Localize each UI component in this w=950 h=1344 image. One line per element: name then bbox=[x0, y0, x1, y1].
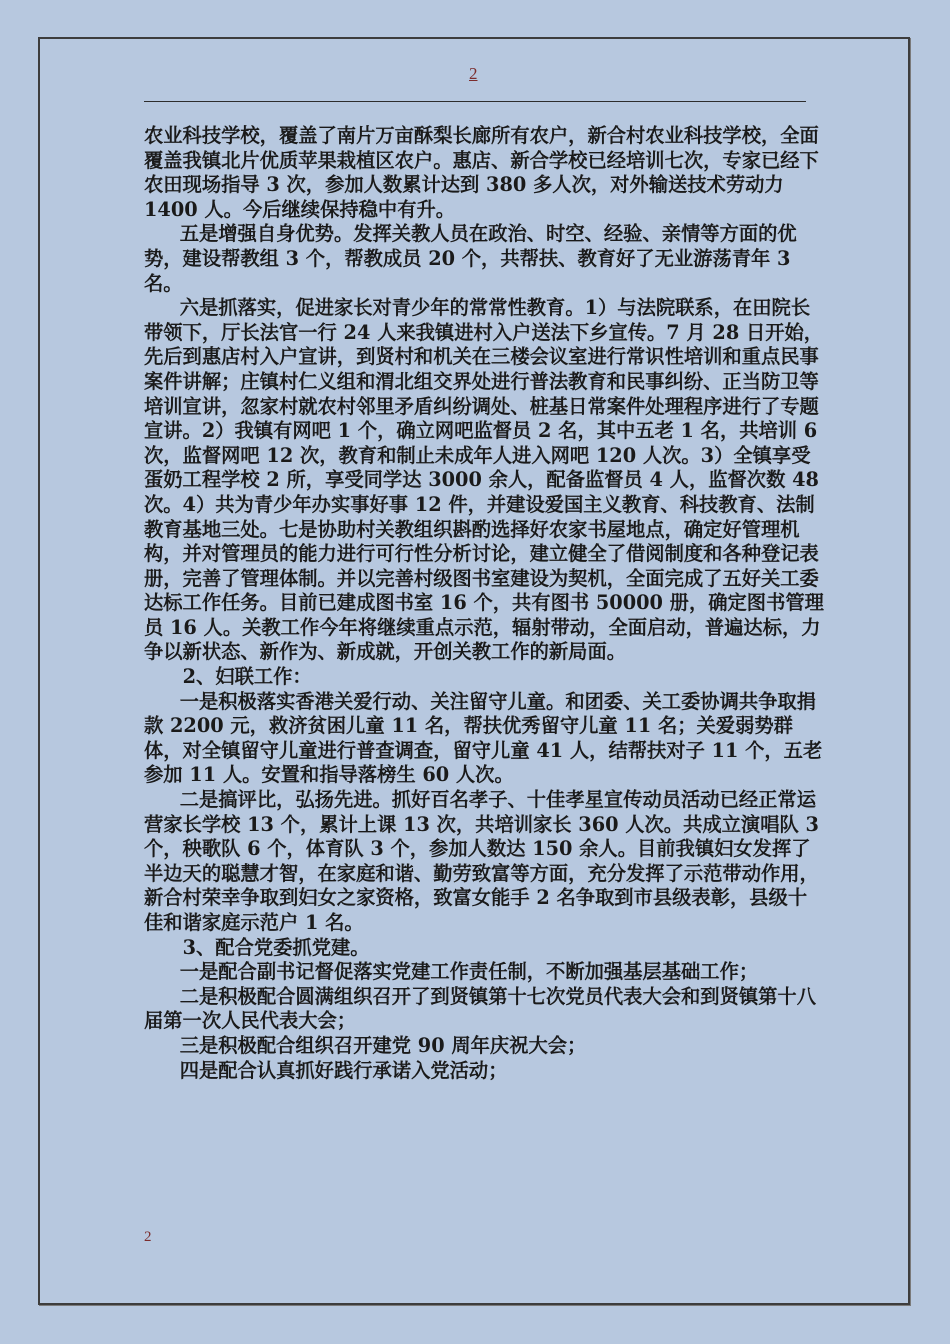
paragraph: 三是积极配合组织召开建党 90 周年庆祝大会； bbox=[179, 1033, 587, 1057]
paragraph: 四是配合认真抓好践行承诺入党活动； bbox=[179, 1058, 508, 1082]
paragraph: 一是积极落实香港关爱行动、关注留守儿童。和团委、关工委协调共争取捐款 2200 元，救济贫困儿童 11 名，帮扶优秀留守儿童 11 名；关爱弱势群体，对全镇留守儿童进行普查调查，留守儿童 41 人，结帮扶对子 11 个，五老参加 11 人。安置和指导落榜生 60 人次。 bbox=[144, 689, 823, 787]
document-body bbox=[144, 124, 824, 1083]
paragraph: 二是积极配合圆满组织召开了到贤镇第十七次党员代表大会和到贤镇第十八届第一次人民代表大会； bbox=[144, 984, 816, 1033]
header-rule bbox=[144, 101, 806, 102]
paragraph: 一是配合副书记督促落实党建工作责任制，不断加强基层基础工作； bbox=[179, 960, 759, 984]
section-heading: 2、妇联工作： bbox=[182, 665, 312, 689]
paragraph: 二是搞评比，弘扬先进。抓好百名孝子、十佳孝星宣传动员活动已经正常运营家长学校 13 个，累计上课 13 次，共培训家长 360 人次。共成立演唱队 3 个，秧歌队 6 个，体育队 3 个，参加人数达 150 余人。目前我镇妇女发挥了半边天的聪慧才智，在家庭和谐、勤劳致富等方面，充分发挥了示范带动作用，新合村荣幸争取到妇女之家资格，致富女能手 2 名争取到市县级表彰，县级十佳和谐家庭示范户 1 名。 bbox=[144, 788, 826, 934]
footer-page-number: 2 bbox=[144, 1229, 152, 1245]
section-heading: 3、配合党委抓党建。 bbox=[182, 935, 370, 959]
paragraph: 六是抓落实，促进家长对青少年的常常性教育。1）与法院联系，在田院长带领下，厅长法官一行 24 人来我镇进村入户送法下乡宣传。7 月 28 日开始，先后到惠店村入户宣讲，到贤村和机关在三楼会议室进行常识性培训和重点民事案件讲解；庄镇村仁义组和渭北组交界处进行普法教育和民事纠纷、正当防卫等培训宣讲，忽家村就农村邻里矛盾纠纷调处、桩基日常案件处理程序进行了专题宣讲。2）我镇有网吧 1 个，确立网吧监督员 2 名，其中五老 1 名，共培训 6 次，监督网吧 12 次，教育和制止未成年人进入网吧 120 人次。3）全镇享受蛋奶工程学校 2 所，享受同学达 3000 余人，配备监督员 4 人，监督次数 48 次。4）共为青少年办实事好事 12 件，并建设爱国主义教育、科技教育、法制教育基地三处。七是协助村关教组织斟酌选择好农家书屋地点，确定好管理机构，并对管理员的能力进行可行性分析讨论，建立健全了借阅制度和各种登记表册，完善了管理体制。并以完善村级图书室建设为契机，全面完成了五好关工委达标工作任务。目前已建成图书室 16 个，共有图书 50000 册，确定图书管理员 16 人。关教工作今年将继续重点示范，辐射带动，全面启动，普遍达标，力争以新状态、新作为、新成就，开创关教工作的新局面。 bbox=[144, 296, 826, 664]
paragraph: 五是增强自身优势。发挥关教人员在政治、时空、经验、亲情等方面的优势，建设帮教组 3 个，帮教成员 20 个，共帮扶、教育好了无业游荡青年 3 名。 bbox=[144, 222, 798, 295]
header-page-number: 2 bbox=[469, 64, 478, 83]
paragraph: 农业科技学校，覆盖了南片万亩酥梨长廊所有农户，新合村农业科技学校，全面覆盖我镇北片优质苹果栽植区农户。惠店、新合学校已经培训七次，专家已经下农田现场指导 3 次，参加人数累计达到 380 多人次，对外输送技术劳动力 1400 人。今后继续保持稳中有升。 bbox=[144, 124, 819, 221]
